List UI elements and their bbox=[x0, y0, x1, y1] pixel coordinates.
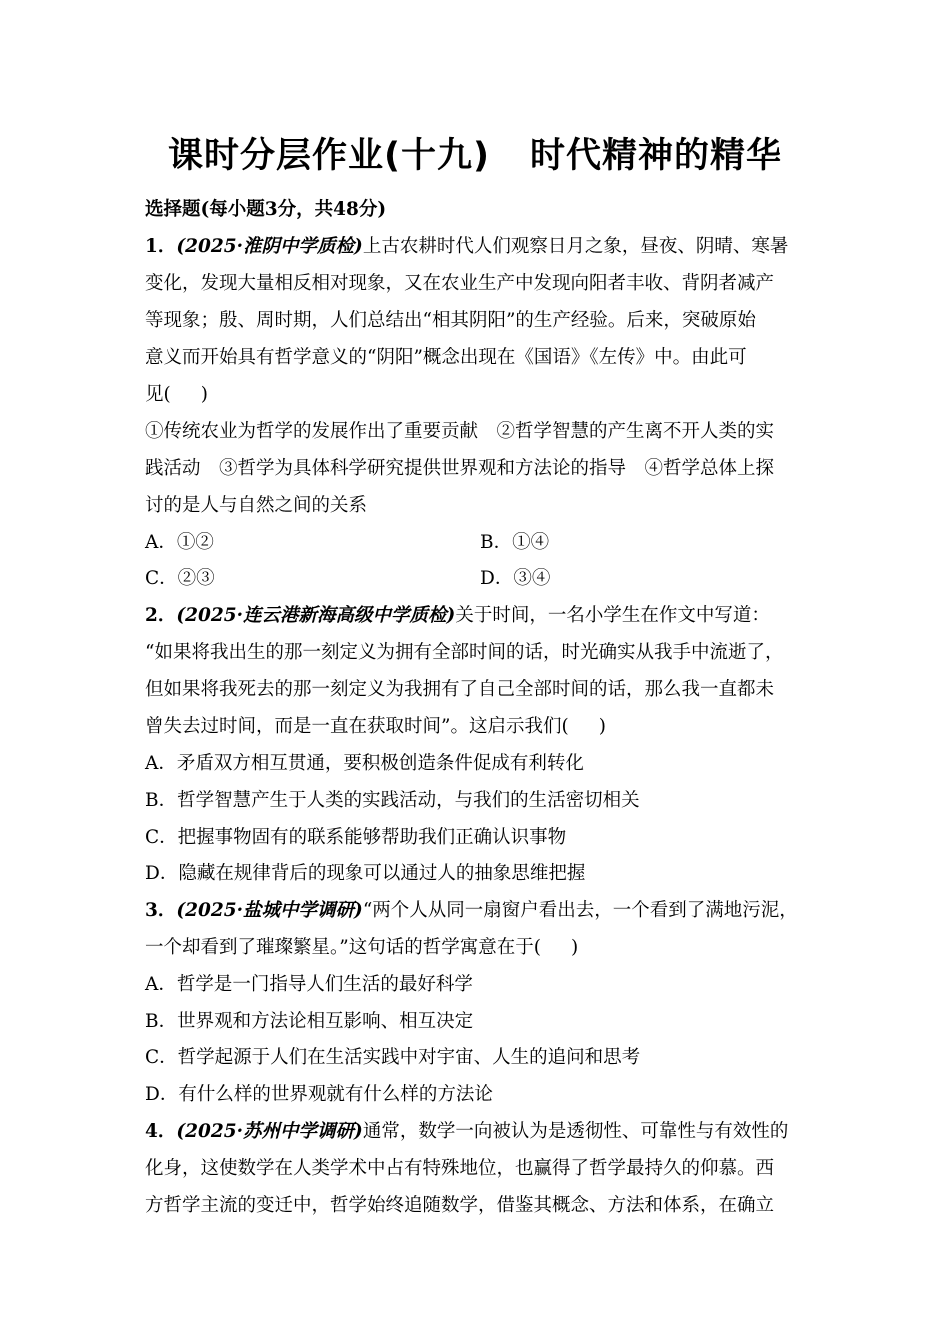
question-2-line-4 bbox=[145, 715, 825, 739]
question-text: 关于时间，一名小学生在作文中写道： bbox=[455, 605, 770, 626]
question-source: (2025·苏州中学调研) bbox=[176, 1121, 363, 1142]
title-main: 课时分层作业(十九) bbox=[167, 136, 490, 176]
question-2-line-1 bbox=[145, 604, 825, 628]
question-number: 3． bbox=[145, 900, 177, 921]
question-1-line-3: 等现象；殷、周时期，人们总结出“相其阴阳”的生产经验。后来，突破原始 bbox=[145, 310, 756, 331]
question-3-option-d: D．有什么样的世界观就有什么样的方法论 bbox=[145, 1084, 493, 1105]
question-number: 1． bbox=[145, 236, 177, 257]
question-3-line-2 bbox=[145, 936, 825, 960]
question-1-line-1 bbox=[145, 235, 825, 259]
question-1-line-2: 变化，发现大量相反相对现象，又在农业生产中发现向阳者丰收、背阴者减产 bbox=[145, 273, 775, 294]
title-sub: 时代精神的精华 bbox=[529, 136, 782, 176]
question-3-option-a: A．哲学是一门指导人们生活的最好科学 bbox=[145, 974, 473, 995]
question-1-statement-1: ①传统农业为哲学的发展作出了重要贡献 ②哲学智慧的产生离不开人类的实 bbox=[145, 421, 775, 442]
answer-paren-close: ) bbox=[200, 384, 208, 405]
question-1-option-d: D．③④ bbox=[480, 568, 551, 589]
section-heading: 选择题(每小题3分，共48分) bbox=[145, 199, 387, 220]
answer-paren-open: 见( bbox=[145, 384, 171, 405]
question-2-option-b: B．哲学智慧产生于人类的实践活动，与我们的生活密切相关 bbox=[145, 790, 640, 811]
question-4-line-1 bbox=[145, 1120, 825, 1144]
question-1-option-a: A．①② bbox=[145, 532, 214, 553]
question-1-line-4: 意义而开始具有哲学意义的“阴阳”概念出现在《国语》《左传》中。由此可 bbox=[145, 347, 747, 368]
question-1-line-5 bbox=[145, 383, 825, 407]
question-4-line-3: 方哲学主流的变迁中，哲学始终追随数学，借鉴其概念、方法和体系，在确立 bbox=[145, 1195, 775, 1216]
answer-paren-close: ) bbox=[598, 716, 606, 737]
question-source: (2025·连云港新海高级中学质检) bbox=[176, 605, 456, 626]
question-1-option-c: C．②③ bbox=[145, 568, 215, 589]
question-1-statement-3: 讨的是人与自然之间的关系 bbox=[145, 495, 368, 516]
answer-paren-close: ) bbox=[570, 937, 579, 958]
question-3-option-c: C．哲学起源于人们在生活实践中对宇宙、人生的追问和思考 bbox=[145, 1047, 641, 1068]
question-3-line-1 bbox=[145, 899, 825, 923]
question-1-option-b: B．①④ bbox=[480, 532, 550, 553]
question-4-line-2: 化身，这使数学在人类学术中占有特殊地位，也赢得了哲学最持久的仰慕。西 bbox=[145, 1158, 775, 1179]
question-1-statement-2: 践活动 ③哲学为具体科学研究提供世界观和方法论的指导 ④哲学总体上探 bbox=[145, 458, 775, 479]
question-2-option-c: C．把握事物固有的联系能够帮助我们正确认识事物 bbox=[145, 827, 567, 848]
question-2-line-3: 但如果将我死去的那一刻定义为我拥有了自己全部时间的话，那么我一直都未 bbox=[145, 679, 775, 700]
question-number: 2． bbox=[145, 605, 177, 626]
question-text: 曾失去过时间，而是一直在获取时间”。这启示我们( bbox=[145, 716, 569, 737]
question-text: 一个却看到了璀璨繁星。”这句话的哲学寓意在于( bbox=[145, 937, 541, 958]
page-title bbox=[0, 128, 950, 178]
question-text: 通常，数学一向被认为是透彻性、可靠性与有效性的 bbox=[362, 1121, 789, 1142]
question-2-line-2: “如果将我出生的那一刻定义为拥有全部时间的话，时光确实从我手中流逝了， bbox=[145, 642, 784, 663]
question-2-option-d: D．隐藏在规律背后的现象可以通过人的抽象思维把握 bbox=[145, 863, 586, 884]
question-text: 上古农耕时代人们观察日月之象，昼夜、阴晴、寒暑 bbox=[362, 236, 789, 257]
question-3-option-b: B．世界观和方法论相互影响、相互决定 bbox=[145, 1011, 474, 1032]
question-text: “两个人从同一扇窗户看出去，一个看到了满地污泥， bbox=[362, 900, 798, 921]
question-source: (2025·盐城中学调研) bbox=[176, 900, 363, 921]
question-source: (2025·淮阴中学质检) bbox=[176, 236, 363, 257]
question-number: 4． bbox=[145, 1121, 177, 1142]
question-2-option-a: A．矛盾双方相互贯通，要积极创造条件促成有利转化 bbox=[145, 753, 584, 774]
